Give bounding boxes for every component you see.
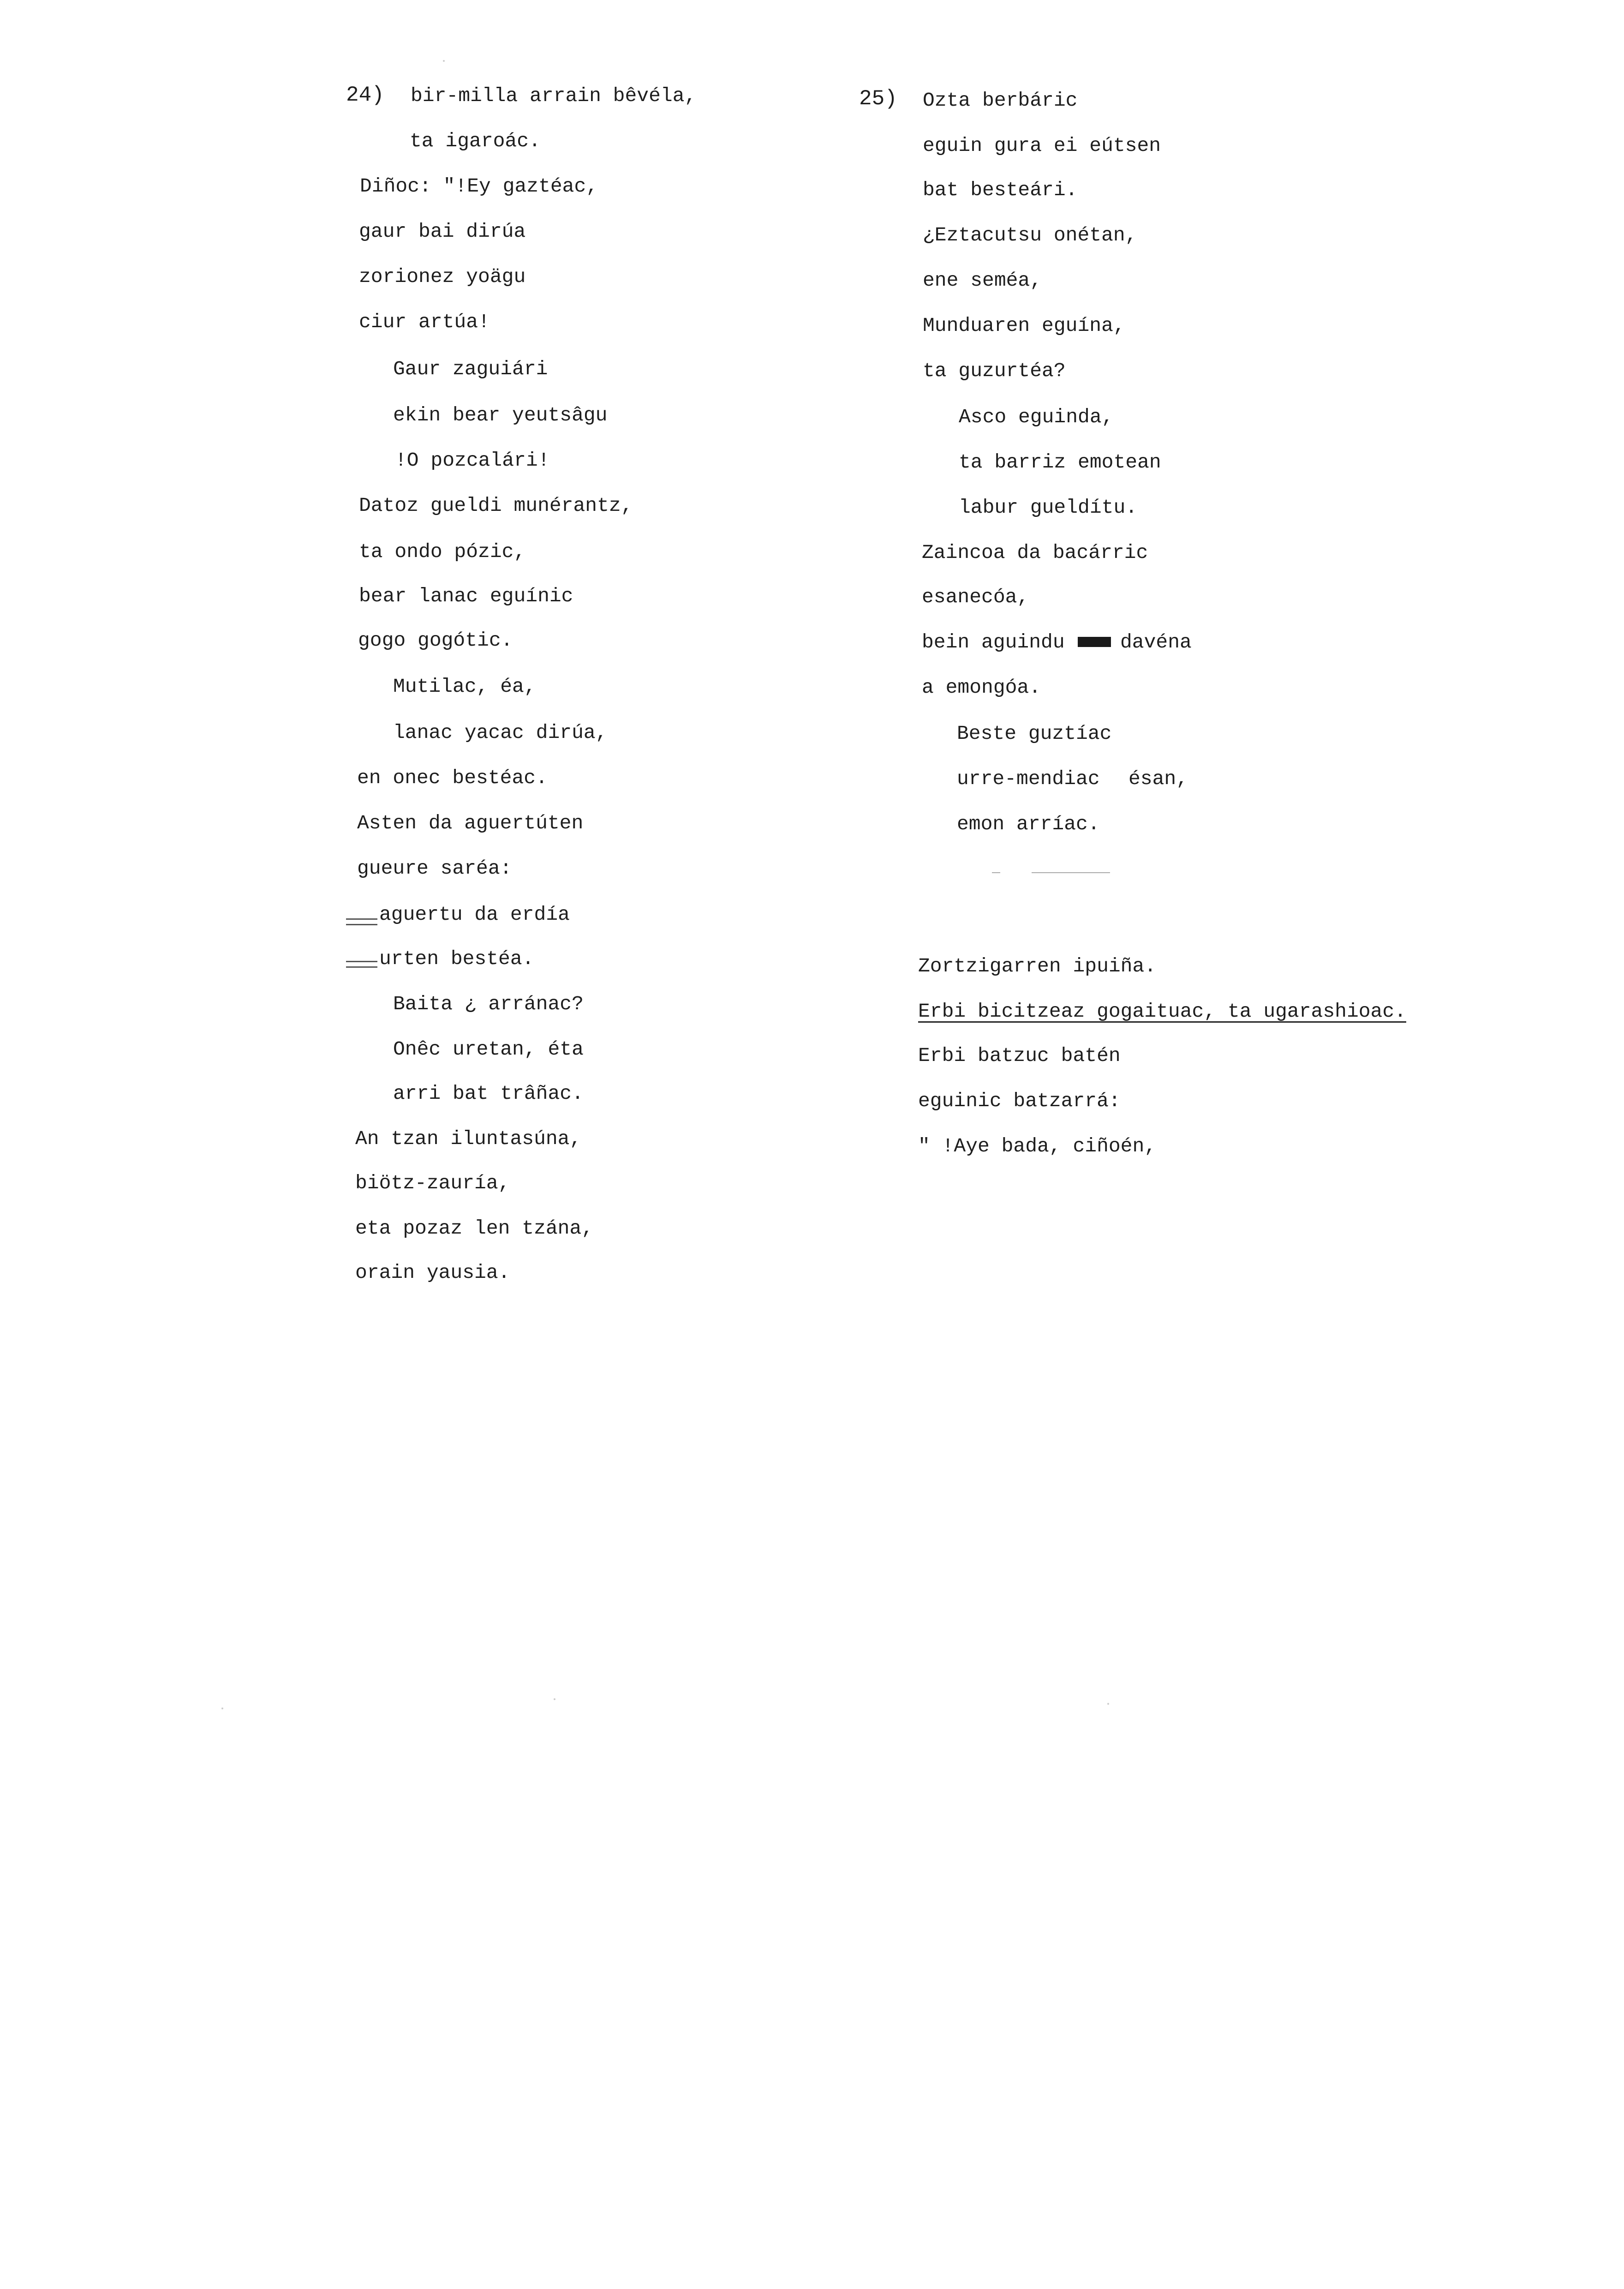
scan-speck <box>221 1708 223 1709</box>
separator-dash <box>992 872 1000 873</box>
verse-line: Asco eguinda, <box>959 406 1114 428</box>
verse-line: biötz-zauría, <box>355 1172 510 1194</box>
verse-line: bat besteári. <box>923 179 1078 201</box>
verse-line: ta ondo pózic, <box>359 540 526 563</box>
verse-line: Ozta berbáric <box>923 89 1078 112</box>
verse-line: emon arríac. <box>957 813 1100 835</box>
verse-line: davéna <box>1120 631 1192 653</box>
verse-line: Beste guztíac <box>957 722 1112 745</box>
verse-line: Asten da aguertúten <box>357 812 584 834</box>
verse-line: orain yausia. <box>355 1261 510 1284</box>
verse-line: gogo gogótic. <box>358 629 513 652</box>
verse-line: urten bestéa. <box>379 947 534 970</box>
separator-rule <box>1032 872 1110 873</box>
verse-line: arri bat trâñac. <box>393 1082 584 1105</box>
verse-line: bear lanac eguínic <box>359 585 573 607</box>
scan-speck <box>554 1698 555 1700</box>
verse-line: gueure saréa: <box>357 857 512 880</box>
verse-line: bein aguindu <box>922 631 1065 653</box>
verse-line: Onêc uretan, éta <box>393 1038 584 1061</box>
verse-line: gaur bai dirúa <box>359 220 526 243</box>
verse-line: en onec bestéac. <box>357 767 548 789</box>
verse-line: bir-milla arrain bêvéla, <box>411 84 697 107</box>
verse-line: ta igaroác. <box>410 130 541 152</box>
poem-number: 24) <box>346 83 384 107</box>
verse-line: Mutilac, éa, <box>393 675 536 698</box>
verse-line: Gaur zaguiári <box>393 358 548 380</box>
verse-line: ésan, <box>1128 767 1188 790</box>
verse-line: eguinic batzarrá: <box>918 1090 1121 1112</box>
verse-line: Zaincoa da bacárric <box>922 541 1148 564</box>
verse-line: ene seméa, <box>923 269 1042 292</box>
verse-line: labur gueldítu. <box>959 496 1138 519</box>
verse-line: eguin gura ei eútsen <box>923 134 1161 157</box>
verse-line: ekin bear yeutsâgu <box>393 404 608 426</box>
verse-line: ta barriz emotean <box>959 451 1161 473</box>
verse-line: esanecóa, <box>922 586 1029 608</box>
verse-line: urre-mendiac <box>957 767 1100 790</box>
verse-line: zorionez yoägu <box>359 265 526 288</box>
verse-line: Munduaren eguína, <box>923 314 1125 337</box>
verse-line: " !Aye bada, ciñoén, <box>918 1135 1157 1157</box>
verse-line: eta pozaz len tzána, <box>355 1217 594 1240</box>
scan-speck <box>443 60 445 62</box>
verse-line: ta guzurtéa? <box>923 360 1066 382</box>
section-title: Zortzigarren ipuiña. <box>918 955 1157 977</box>
poem-number: 25) <box>859 87 897 111</box>
verse-line: Erbi batzuc batén <box>918 1044 1121 1067</box>
scan-speck <box>1107 1703 1109 1705</box>
verse-line: aguertu da erdía <box>379 903 570 926</box>
verse-line: ciur artúa! <box>359 311 490 333</box>
verse-line: a emongóa. <box>922 676 1041 699</box>
verse-line: lanac yacac dirúa, <box>393 721 608 744</box>
section-subtitle: Erbi bicitzeaz gogaituac, ta ugarashioac. <box>918 1000 1406 1023</box>
ink-blot <box>1078 637 1111 647</box>
verse-line: An tzan iluntasúna, <box>355 1127 582 1150</box>
verse-line: Datoz gueldi munérantz, <box>359 494 633 517</box>
verse-line: !O pozcalári! <box>395 449 550 472</box>
verse-line: Diñoc: "!Ey gaztéac, <box>360 175 598 198</box>
verse-line: ¿Eztacutsu onétan, <box>923 224 1137 246</box>
verse-line: Baita ¿ arránac? <box>393 993 584 1015</box>
